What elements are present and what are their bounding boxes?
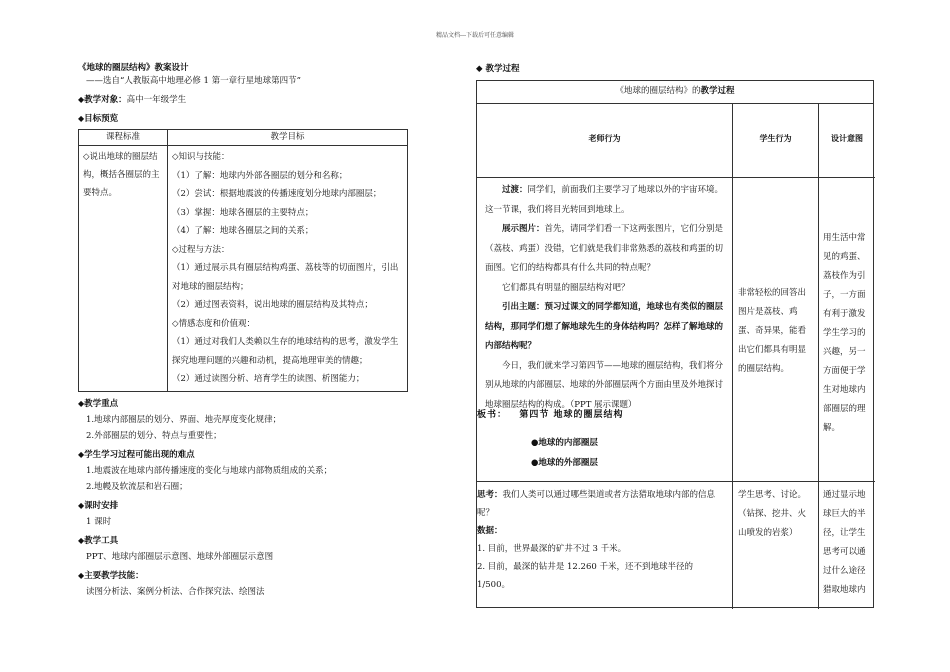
objective-line: ◇过程与方法： bbox=[172, 244, 230, 255]
objective-line: （1）通过展示具有圈层结构鸡蛋、荔枝等的切面图片，引出对地球的圈层结构； bbox=[172, 263, 399, 292]
teacher-behavior-1: 过渡：同学们，前面我们主要学习了地球以外的宇宙环境。这一节课，我们将目光转回到地球上。 展示图片：首先，请同学们看一下这两张图片，它们分别是（荔枝、鸡蛋）没错，它们就是我们非常熟悉的荔枝和鸡蛋的切面图。它们的结构都具有什么共同的特点呢？ 它们都具有明显的圈层结构对吧？ 引出主题：预习过课文的同学都知道，地球也有类似的圈层结构，那同学们想了解地球先生的身体结构吗？怎样了解地球的内部结构呢？ 今日，我们就来学习第四节——地球的圈层结构，我们将分别从地球的内部圈层、地球的外部圈层两个方面由里及外地探讨地球圈层结构的构成。（PPT 展示课题） bbox=[485, 185, 724, 410]
header-note: 精品文档---下载后可任意编辑 bbox=[435, 32, 515, 39]
goal-table-header-standard: 课程标准 bbox=[79, 130, 168, 146]
objective-line: ◇情感态度和价值观： bbox=[172, 318, 256, 329]
process-table bbox=[476, 80, 874, 608]
objective-line: （2）通过读图分析、培育学生的读图、析图能力； bbox=[172, 374, 365, 384]
objectives-list bbox=[168, 146, 408, 392]
objective-line: （2）通过图表资料，说出地球的圈层结构及其特点； bbox=[172, 300, 373, 310]
row-divider bbox=[477, 481, 875, 482]
objective-line: （1）了解：地球内外部各圈层的划分和名称； bbox=[172, 170, 348, 181]
design-intent-1: 用生活中常见的鸡蛋、荔枝作为引子，一方面有利于激发学生学习的兴趣，另一方面便于学生对地球内部圈层的理解。 bbox=[823, 233, 866, 433]
diamond-bullet-icon: ◆ bbox=[78, 534, 85, 545]
section-line: 1.地球内部圈层的划分、界面、地壳厚度变化规律； bbox=[86, 414, 282, 425]
row-divider bbox=[477, 177, 875, 178]
audience-label: 教学对象： bbox=[84, 95, 127, 105]
objective-line: ◇知识与技能： bbox=[172, 152, 230, 162]
student-behavior-1: 非常轻松的回答出图片是荔枝、鸡蛋、奇异果，能看出它们都具有明显的圈层结构。 bbox=[738, 288, 807, 374]
column-divider bbox=[732, 103, 733, 609]
goals-heading: ◆目标预览 bbox=[78, 113, 119, 124]
document-source: ——选自“人教版高中地理必修 1 第一章行星地球第四节” bbox=[86, 76, 302, 86]
diamond-bullet-icon: ◆ bbox=[78, 448, 85, 459]
objective-line: （4）了解：地球各圈层之间的关系； bbox=[172, 226, 314, 236]
objective-line: （2）尝试：根据地震波的传播速度划分地球内部圈层； bbox=[172, 189, 382, 199]
section-line: 读图分析法、案例分析法、合作探究法、绘图法 bbox=[86, 586, 265, 597]
intent-column-header: 设计意图 bbox=[831, 134, 863, 143]
goal-table bbox=[78, 129, 408, 392]
section-heading: ◆教学工具 bbox=[78, 534, 119, 546]
board-writing: 板书： 第四节 地球的圈层结构 bbox=[477, 410, 624, 420]
diamond-bullet-icon: ◆ bbox=[78, 499, 85, 510]
goal-table-header-objectives: 教学目标 bbox=[168, 130, 408, 146]
diamond-bullet-icon: ◆ bbox=[78, 397, 85, 408]
audience-value: 高中一年级学生 bbox=[126, 95, 187, 105]
board-item: ●地球的外部圈层 bbox=[531, 458, 598, 468]
diamond-bullet-icon: ◆ bbox=[476, 64, 483, 74]
section-heading: ◆课时安排 bbox=[78, 499, 119, 511]
section-line: PPT、地球内部圈层示意图、地球外部圈层示意图 bbox=[86, 551, 274, 562]
diamond-bullet-icon: ◆ bbox=[78, 113, 85, 123]
section-line: 2.外部圈层的划分、特点与重要性； bbox=[86, 430, 222, 441]
section-heading: ◆学生学习过程可能出现的难点 bbox=[78, 448, 195, 460]
process-table-caption: 《地球的圈层结构》的教学过程 bbox=[477, 81, 873, 104]
section-line: 2.地幔及软流层和岩石圈； bbox=[86, 481, 188, 492]
board-items bbox=[531, 433, 598, 473]
audience-line bbox=[78, 93, 408, 107]
course-standard: ◇说出地球的圈层结构，概括各圈层的主要特点。 bbox=[79, 146, 168, 392]
section-heading: ◆主要教学技能： bbox=[78, 569, 144, 581]
diamond-bullet-icon: ◆ bbox=[78, 569, 85, 580]
section-line: 1.地震波在地球内部传播速度的变化与地球内部物质组成的关系； bbox=[86, 465, 333, 476]
teacher-behavior-2: 思考：我们人类可以通过哪些渠道或者方法猎取地球内部的信息呢？ 数据： 1. 目前，世界最深的矿井不过 3 千米。 2. 目前，最深的钻井是 12.260 千米，还不到地球半径的 1/500。 bbox=[477, 490, 716, 590]
diamond-bullet-icon: ◆ bbox=[78, 94, 85, 104]
section-heading: ◆教学重点 bbox=[78, 397, 119, 409]
design-intent-2: 通过显示地球巨大的半径，让学生思考可以通过什么途径猎取地球内 bbox=[823, 490, 866, 595]
column-divider bbox=[818, 103, 819, 609]
student-behavior-2: 学生思考、讨论。（钻探、挖井、火山喷发的岩浆） bbox=[738, 490, 807, 538]
student-column-header: 学生行为 bbox=[759, 134, 792, 143]
section-line: 1 课时 bbox=[86, 516, 112, 527]
objective-line: （3）掌握：地球各圈层的主要特点； bbox=[172, 207, 314, 218]
board-item: ●地球的内部圈层 bbox=[531, 438, 598, 448]
teacher-column-header: 老师行为 bbox=[588, 134, 621, 143]
document-title: 《地球的圈层结构》教案设计 bbox=[78, 63, 189, 73]
left-column bbox=[78, 62, 408, 599]
process-heading: ◆ 教学过程 bbox=[476, 64, 520, 74]
objective-line: （1）通过对我们人类赖以生存的地球结构的思考，激发学生探究地理问题的兴趣和动机，提高地理审美的情趣； bbox=[172, 337, 399, 366]
